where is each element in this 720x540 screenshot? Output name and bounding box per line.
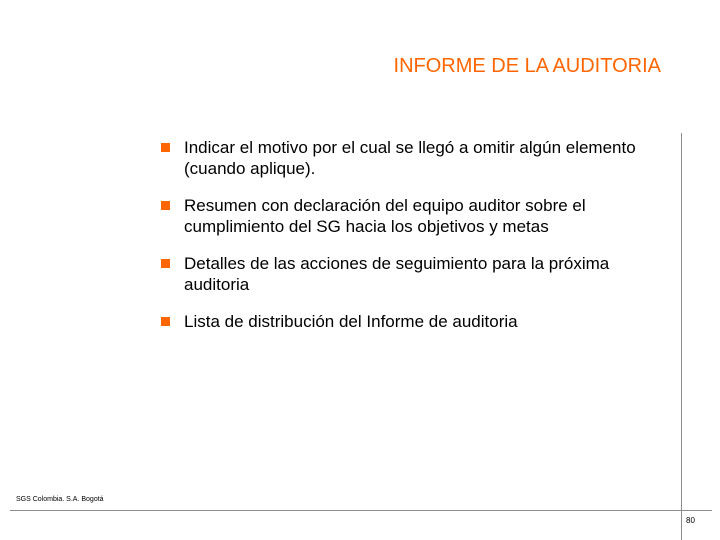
footer-company: SGS Colombia. S.A. Bogotá	[16, 496, 104, 503]
footer-divider	[10, 510, 712, 511]
page-number: 80	[686, 516, 695, 525]
square-bullet-icon	[161, 143, 170, 152]
bullet-text: Lista de distribución del Informe de auditoria	[184, 312, 518, 331]
bullet-item	[160, 311, 670, 332]
bullet-text: Indicar el motivo por el cual se llegó a omitir algún elemento (cuando aplique).	[184, 138, 636, 178]
square-bullet-icon	[161, 201, 170, 210]
bullet-text: Detalles de las acciones de seguimiento para la próxima auditoria	[184, 254, 610, 294]
bullet-item	[160, 195, 670, 237]
vertical-divider	[681, 133, 682, 540]
square-bullet-icon	[161, 317, 170, 326]
bullet-list	[160, 137, 670, 348]
bullet-item	[160, 137, 670, 179]
square-bullet-icon	[161, 259, 170, 268]
bullet-item	[160, 253, 670, 295]
slide-title: INFORME DE LA AUDITORIA	[393, 55, 661, 77]
bullet-text: Resumen con declaración del equipo auditor sobre el cumplimiento del SG hacia los objetivos y metas	[184, 196, 586, 236]
